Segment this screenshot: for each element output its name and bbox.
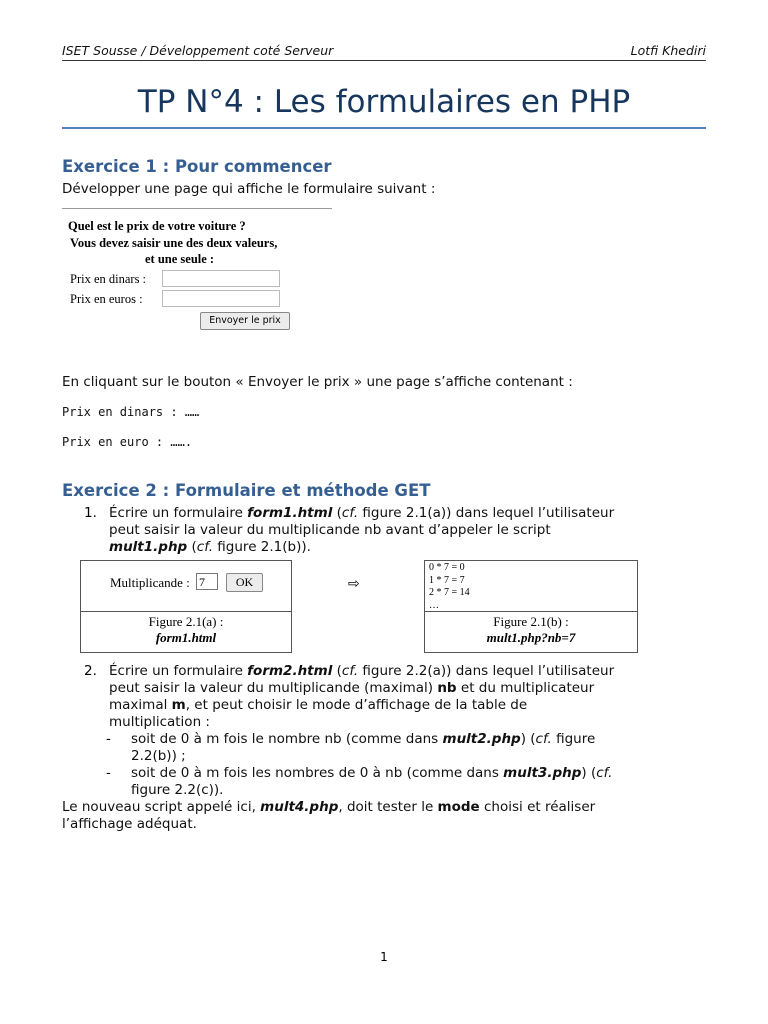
page-title: TP N°4 : Les formulaires en PHP <box>137 84 631 120</box>
mult1-filename: mult1.php <box>109 539 188 555</box>
ex2-heading: Exercice 2 : Formulaire et méthode GET <box>62 481 431 500</box>
outro-text-a: Le nouveau script appelé ici, <box>62 799 261 815</box>
item2-cf: cf. <box>341 663 359 679</box>
figure-2-1b <box>424 560 638 653</box>
item1-text-c: figure 2.1(a)) dans lequel l’utilisateur <box>358 505 615 521</box>
mult4-filename: mult4.php <box>260 799 339 815</box>
figure-2-1b-separator <box>425 611 637 612</box>
item2-text-e: et du multiplicateur <box>456 680 595 696</box>
form-question-2: Vous devez saisir une des deux valeurs, <box>70 236 278 250</box>
item2-text-b: ( <box>332 663 342 679</box>
outro-text-c: choisi et réaliser <box>479 799 596 815</box>
item1-line2: peut saisir la valeur du multiplicande nb avant d’appeler le script <box>109 522 551 538</box>
sub1-text-a: soit de 0 à m fois le nombre nb (comme dans <box>131 731 443 747</box>
item2-text-g: , et peut choisir le mode d’affichage de la table de <box>185 697 528 713</box>
output-euro-label: Prix en euro : <box>62 435 164 449</box>
header-right: Lotfi Khediri <box>630 43 706 58</box>
sub2-line1 <box>131 765 612 782</box>
figure-2-1a <box>80 560 292 653</box>
label-prix-euros: Prix en euros : <box>70 292 143 306</box>
output-line: 0 * 7 = 0 <box>429 562 465 573</box>
envoyer-prix-button[interactable]: Envoyer le prix <box>200 312 290 330</box>
form1-filename: form1.html <box>247 505 333 521</box>
mult2-filename: mult2.php <box>442 731 521 747</box>
item1-text-b: ( <box>332 505 342 521</box>
output-line-euro <box>62 435 192 449</box>
item2-text-d: peut saisir la valeur du multiplicande (maximal) <box>109 680 438 696</box>
header-left: ISET Sousse / Développement coté Serveur <box>62 43 334 58</box>
outro-line1 <box>62 799 595 816</box>
item2-line4: multiplication : <box>109 714 210 730</box>
output-line-dinars <box>62 405 199 419</box>
mode-term: mode <box>437 799 480 815</box>
form2-filename: form2.html <box>247 663 333 679</box>
figure-2-1a-caption-2: form1.html <box>155 630 217 645</box>
nb-term: nb <box>437 680 457 696</box>
output-line: 2 * 7 = 14 <box>429 587 470 598</box>
sub2-text-a: soit de 0 à m fois les nombres de 0 à nb (comme dans <box>131 765 504 781</box>
item2-line3 <box>109 697 527 714</box>
item1-text-a: Écrire un formulaire <box>109 505 248 521</box>
label-prix-dinars: Prix en dinars : <box>70 272 147 286</box>
prix-euros-input[interactable] <box>162 290 280 307</box>
m-term: m <box>171 697 186 713</box>
item2-number: 2. <box>84 663 97 679</box>
item1-text-e: figure 2.1(b)). <box>213 539 311 555</box>
prix-dinars-input[interactable] <box>162 270 280 287</box>
item2-line1 <box>109 663 614 680</box>
sub2-cf: cf. <box>596 765 613 781</box>
item2-text-f: maximal <box>109 697 172 713</box>
sub1-text-c: figure <box>551 731 596 747</box>
header-rule <box>62 60 706 61</box>
item1-cf: cf. <box>341 505 359 521</box>
outro-line2: l’affichage adéquat. <box>62 816 197 832</box>
output-dinars-label: Prix en dinars : <box>62 405 178 419</box>
sub2-line2: figure 2.2(c)). <box>131 782 224 798</box>
ok-button[interactable]: OK <box>226 573 263 592</box>
title-rule <box>62 127 706 129</box>
multiplicande-label: Multiplicande : <box>110 575 190 590</box>
figure-2-1a-separator <box>81 611 291 612</box>
output-euro-value: ……. <box>170 435 193 449</box>
arrow-icon: ⇨ <box>348 576 360 592</box>
ex1-after-text: En cliquant sur le bouton « Envoyer le prix » une page s’affiche contenant : <box>62 374 573 390</box>
ex1-intro: Développer une page qui affiche le formulaire suivant : <box>62 181 436 197</box>
outro-text-b: , doit tester le <box>338 799 438 815</box>
sub1-dash: - <box>106 731 111 747</box>
sub1-cf: cf. <box>535 731 552 747</box>
item1-line3 <box>109 539 311 556</box>
item1-cf-2: cf. <box>196 539 214 555</box>
figure-2-1b-caption-1: Figure 2.1(b) : <box>493 614 569 629</box>
sub1-text-b: ) ( <box>520 731 536 747</box>
form-question-1: Quel est le prix de votre voiture ? <box>68 219 246 233</box>
output-line: 1 * 7 = 7 <box>429 574 465 586</box>
ex1-heading: Exercice 1 : Pour commencer <box>62 157 332 176</box>
multiplicande-input[interactable]: 7 <box>196 573 218 590</box>
sub1-line1 <box>131 731 595 748</box>
output-line: … <box>429 599 439 611</box>
multiplication-output <box>429 562 470 612</box>
sub2-text-b: ) ( <box>581 765 597 781</box>
figure-2-1b-caption-2: mult1.php?nb=7 <box>486 630 576 645</box>
sub2-dash: - <box>106 765 111 781</box>
figure-2-1a-caption-1: Figure 2.1(a) : <box>148 614 224 629</box>
item2-text-a: Écrire un formulaire <box>109 663 248 679</box>
sub1-line2: 2.2(b)) ; <box>131 748 186 764</box>
output-dinars-value: …… <box>184 405 200 419</box>
item1-number: 1. <box>84 505 97 521</box>
item1-line1 <box>109 505 614 522</box>
form-question-3: et une seule : <box>145 252 215 266</box>
price-form-screenshot <box>62 208 332 338</box>
item1-text-d: ( <box>187 539 197 555</box>
page-number: 1 <box>380 950 388 964</box>
form-top-rule <box>62 208 332 209</box>
mult3-filename: mult3.php <box>503 765 582 781</box>
item2-line2 <box>109 680 594 697</box>
item2-text-c: figure 2.2(a)) dans lequel l’utilisateur <box>358 663 615 679</box>
